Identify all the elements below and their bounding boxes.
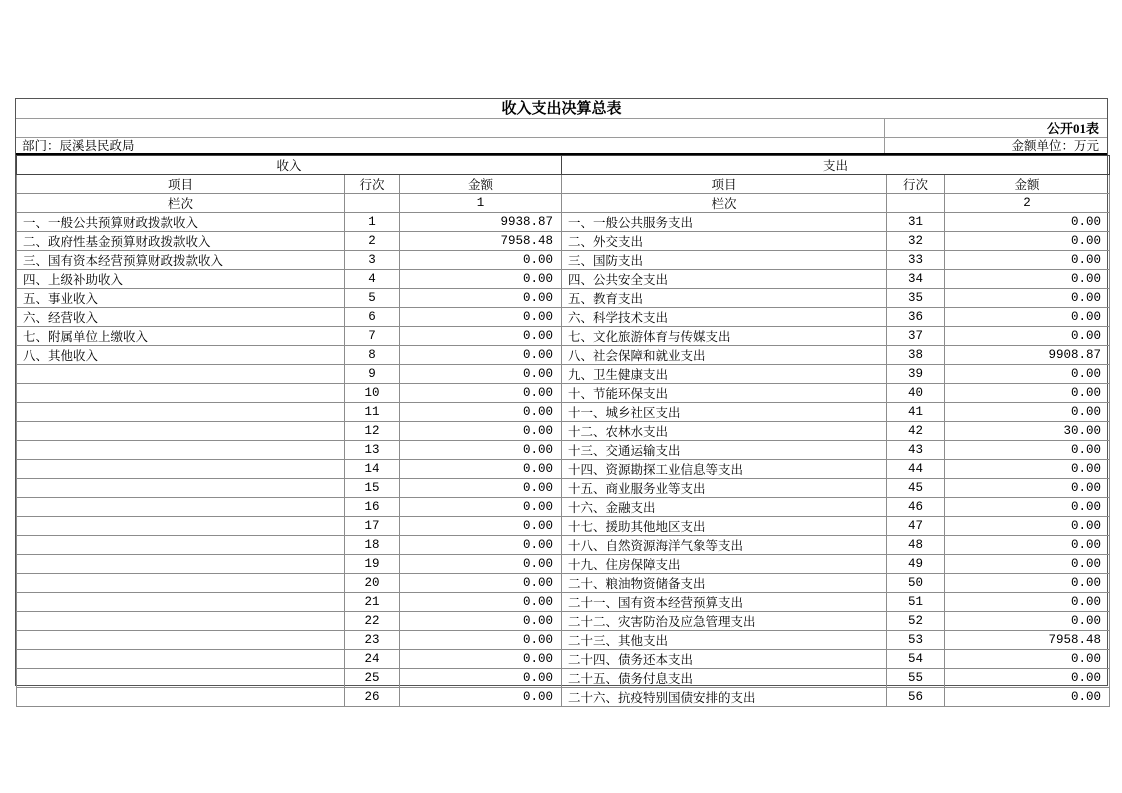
income-amount-cell: 0.00 <box>400 346 562 365</box>
income-item-cell: 一、一般公共预算财政拨款收入 <box>17 213 345 232</box>
form-label-row-spacer <box>16 119 884 137</box>
statement-sheet <box>15 98 1108 705</box>
income-item-cell <box>17 555 345 574</box>
income-amount-cell: 0.00 <box>400 384 562 403</box>
table-row <box>17 232 1110 251</box>
table-row <box>17 365 1110 384</box>
expenditure-line-cell: 51 <box>887 593 945 612</box>
table-row <box>17 688 1110 707</box>
expenditure-amount-cell: 0.00 <box>945 498 1110 517</box>
income-line-cell: 25 <box>345 669 400 688</box>
page-title: 收入支出决算总表 <box>16 99 1107 119</box>
income-amount-cell: 0.00 <box>400 517 562 536</box>
income-amount-cell: 0.00 <box>400 612 562 631</box>
expenditure-item-cell: 五、教育支出 <box>562 289 887 308</box>
expenditure-line-cell: 47 <box>887 517 945 536</box>
expenditure-item-cell: 二、外交支出 <box>562 232 887 251</box>
expenditure-item-cell: 八、社会保障和就业支出 <box>562 346 887 365</box>
table-row <box>17 422 1110 441</box>
income-amount-cell: 0.00 <box>400 650 562 669</box>
income-amount-cell: 0.00 <box>400 631 562 650</box>
income-amount-cell: 0.00 <box>400 365 562 384</box>
income-line-cell: 8 <box>345 346 400 365</box>
expenditure-item-cell: 十一、城乡社区支出 <box>562 403 887 422</box>
expenditure-item-header: 项目 <box>562 175 887 194</box>
income-item-cell <box>17 612 345 631</box>
income-line-cell: 5 <box>345 289 400 308</box>
expenditure-line-cell: 45 <box>887 479 945 498</box>
table-row <box>17 403 1110 422</box>
income-line-cell: 19 <box>345 555 400 574</box>
income-item-cell <box>17 669 345 688</box>
income-line-cell: 24 <box>345 650 400 669</box>
income-amount-cell: 7958.48 <box>400 232 562 251</box>
expenditure-amount-cell: 0.00 <box>945 479 1110 498</box>
income-item-cell: 六、经营收入 <box>17 308 345 327</box>
income-line-cell: 9 <box>345 365 400 384</box>
income-amount-cell: 0.00 <box>400 688 562 707</box>
expenditure-amount-cell: 0.00 <box>945 270 1110 289</box>
table-row <box>17 517 1110 536</box>
expenditure-item-cell: 十二、农林水支出 <box>562 422 887 441</box>
expenditure-section-header: 支出 <box>562 156 1110 175</box>
income-amount-cell: 9938.87 <box>400 213 562 232</box>
expenditure-line-cell: 41 <box>887 403 945 422</box>
expenditure-item-cell: 四、公共安全支出 <box>562 270 887 289</box>
expenditure-amount-cell: 0.00 <box>945 536 1110 555</box>
income-line-cell: 4 <box>345 270 400 289</box>
expenditure-item-cell: 十、节能环保支出 <box>562 384 887 403</box>
expenditure-line-cell: 55 <box>887 669 945 688</box>
income-item-cell <box>17 365 345 384</box>
income-index-line-cell <box>345 194 400 213</box>
income-item-cell <box>17 422 345 441</box>
expenditure-amount-cell: 0.00 <box>945 289 1110 308</box>
table-row <box>17 536 1110 555</box>
expenditure-amount-cell: 0.00 <box>945 441 1110 460</box>
expenditure-item-cell: 十七、援助其他地区支出 <box>562 517 887 536</box>
expenditure-item-cell: 十六、金融支出 <box>562 498 887 517</box>
expenditure-amount-cell: 9908.87 <box>945 346 1110 365</box>
expenditure-line-cell: 49 <box>887 555 945 574</box>
income-amount-cell: 0.00 <box>400 403 562 422</box>
income-amount-cell: 0.00 <box>400 441 562 460</box>
expenditure-line-cell: 53 <box>887 631 945 650</box>
income-item-cell <box>17 574 345 593</box>
expenditure-item-cell: 十五、商业服务业等支出 <box>562 479 887 498</box>
income-item-cell: 二、政府性基金预算财政拨款收入 <box>17 232 345 251</box>
income-section-header: 收入 <box>17 156 562 175</box>
expenditure-index-label: 栏次 <box>562 194 887 213</box>
expenditure-amount-header: 金额 <box>945 175 1110 194</box>
income-item-cell: 三、国有资本经营预算财政拨款收入 <box>17 251 345 270</box>
income-amount-header: 金额 <box>400 175 562 194</box>
income-line-cell: 18 <box>345 536 400 555</box>
expenditure-amount-cell: 0.00 <box>945 612 1110 631</box>
table-row <box>17 251 1110 270</box>
expenditure-line-cell: 31 <box>887 213 945 232</box>
table-row <box>17 289 1110 308</box>
income-item-cell <box>17 498 345 517</box>
income-amount-cell: 0.00 <box>400 270 562 289</box>
income-item-cell <box>17 384 345 403</box>
expenditure-line-cell: 36 <box>887 308 945 327</box>
income-line-cell: 2 <box>345 232 400 251</box>
income-index-label: 栏次 <box>17 194 345 213</box>
income-amount-cell: 0.00 <box>400 460 562 479</box>
table-row <box>17 555 1110 574</box>
expenditure-amount-cell: 7958.48 <box>945 631 1110 650</box>
table-row <box>17 270 1110 289</box>
expenditure-line-cell: 56 <box>887 688 945 707</box>
expenditure-item-cell: 十八、自然资源海洋气象等支出 <box>562 536 887 555</box>
expenditure-item-cell: 十三、交通运输支出 <box>562 441 887 460</box>
expenditure-index-value: 2 <box>945 194 1110 213</box>
expenditure-amount-cell: 0.00 <box>945 593 1110 612</box>
income-line-cell: 10 <box>345 384 400 403</box>
income-amount-cell: 0.00 <box>400 555 562 574</box>
expenditure-line-cell: 34 <box>887 270 945 289</box>
expenditure-item-cell: 十四、资源勘探工业信息等支出 <box>562 460 887 479</box>
column-header-row <box>17 175 1110 194</box>
section-band-row <box>17 156 1110 175</box>
income-line-cell: 6 <box>345 308 400 327</box>
income-amount-cell: 0.00 <box>400 479 562 498</box>
income-item-cell <box>17 441 345 460</box>
form-label-row <box>16 119 1107 138</box>
expenditure-line-cell: 40 <box>887 384 945 403</box>
table-row <box>17 574 1110 593</box>
income-line-cell: 22 <box>345 612 400 631</box>
income-amount-cell: 0.00 <box>400 593 562 612</box>
table-row <box>17 384 1110 403</box>
table-row <box>17 441 1110 460</box>
table-row <box>17 460 1110 479</box>
expenditure-line-cell: 54 <box>887 650 945 669</box>
income-item-cell <box>17 403 345 422</box>
expenditure-item-cell: 二十六、抗疫特别国债安排的支出 <box>562 688 887 707</box>
expenditure-line-header: 行次 <box>887 175 945 194</box>
expenditure-line-cell: 38 <box>887 346 945 365</box>
expenditure-line-cell: 44 <box>887 460 945 479</box>
expenditure-amount-cell: 0.00 <box>945 232 1110 251</box>
income-amount-cell: 0.00 <box>400 289 562 308</box>
income-amount-cell: 0.00 <box>400 327 562 346</box>
income-line-cell: 17 <box>345 517 400 536</box>
expenditure-amount-cell: 0.00 <box>945 327 1110 346</box>
income-line-cell: 20 <box>345 574 400 593</box>
expenditure-line-cell: 43 <box>887 441 945 460</box>
expenditure-amount-cell: 0.00 <box>945 365 1110 384</box>
expenditure-line-cell: 33 <box>887 251 945 270</box>
table-row <box>17 479 1110 498</box>
income-amount-cell: 0.00 <box>400 536 562 555</box>
revenue-expenditure-table <box>16 155 1110 707</box>
income-item-header: 项目 <box>17 175 345 194</box>
expenditure-amount-cell: 0.00 <box>945 384 1110 403</box>
income-line-cell: 7 <box>345 327 400 346</box>
income-line-cell: 13 <box>345 441 400 460</box>
expenditure-line-cell: 50 <box>887 574 945 593</box>
income-amount-cell: 0.00 <box>400 669 562 688</box>
income-line-cell: 14 <box>345 460 400 479</box>
expenditure-item-cell: 二十二、灾害防治及应急管理支出 <box>562 612 887 631</box>
income-amount-cell: 0.00 <box>400 422 562 441</box>
income-amount-cell: 0.00 <box>400 574 562 593</box>
income-item-cell <box>17 479 345 498</box>
expenditure-amount-cell: 0.00 <box>945 308 1110 327</box>
table-row <box>17 327 1110 346</box>
income-line-cell: 1 <box>345 213 400 232</box>
income-item-cell <box>17 650 345 669</box>
expenditure-amount-cell: 0.00 <box>945 517 1110 536</box>
income-item-cell: 五、事业收入 <box>17 289 345 308</box>
expenditure-item-cell: 二十四、债务还本支出 <box>562 650 887 669</box>
income-line-cell: 16 <box>345 498 400 517</box>
income-item-cell <box>17 460 345 479</box>
expenditure-line-cell: 37 <box>887 327 945 346</box>
income-item-cell: 八、其他收入 <box>17 346 345 365</box>
expenditure-line-cell: 39 <box>887 365 945 384</box>
table-row <box>17 669 1110 688</box>
income-item-cell: 七、附属单位上缴收入 <box>17 327 345 346</box>
income-item-cell <box>17 593 345 612</box>
income-line-cell: 11 <box>345 403 400 422</box>
expenditure-line-cell: 32 <box>887 232 945 251</box>
table-row <box>17 612 1110 631</box>
expenditure-item-cell: 三、国防支出 <box>562 251 887 270</box>
table-row <box>17 346 1110 365</box>
expenditure-amount-cell: 30.00 <box>945 422 1110 441</box>
expenditure-amount-cell: 0.00 <box>945 650 1110 669</box>
expenditure-item-cell: 一、一般公共服务支出 <box>562 213 887 232</box>
table-row <box>17 650 1110 669</box>
income-amount-cell: 0.00 <box>400 498 562 517</box>
income-amount-cell: 0.00 <box>400 308 562 327</box>
expenditure-item-cell: 二十、粮油物资储备支出 <box>562 574 887 593</box>
income-line-cell: 12 <box>345 422 400 441</box>
expenditure-amount-cell: 0.00 <box>945 213 1110 232</box>
expenditure-item-cell: 二十五、债务付息支出 <box>562 669 887 688</box>
income-index-value: 1 <box>400 194 562 213</box>
income-line-cell: 15 <box>345 479 400 498</box>
income-amount-cell: 0.00 <box>400 251 562 270</box>
income-item-cell <box>17 517 345 536</box>
table-row <box>17 308 1110 327</box>
table-row <box>17 631 1110 650</box>
income-item-cell <box>17 631 345 650</box>
income-item-cell <box>17 536 345 555</box>
expenditure-amount-cell: 0.00 <box>945 669 1110 688</box>
expenditure-line-cell: 46 <box>887 498 945 517</box>
expenditure-line-cell: 52 <box>887 612 945 631</box>
expenditure-amount-cell: 0.00 <box>945 251 1110 270</box>
expenditure-amount-cell: 0.00 <box>945 403 1110 422</box>
table-row <box>17 213 1110 232</box>
form-number-label: 公开01表 <box>884 119 1107 137</box>
table-row <box>17 593 1110 612</box>
expenditure-amount-cell: 0.00 <box>945 460 1110 479</box>
income-line-cell: 23 <box>345 631 400 650</box>
column-index-row <box>17 194 1110 213</box>
expenditure-item-cell: 六、科学技术支出 <box>562 308 887 327</box>
table-row <box>17 498 1110 517</box>
expenditure-amount-cell: 0.00 <box>945 555 1110 574</box>
income-line-cell: 26 <box>345 688 400 707</box>
expenditure-index-line-cell <box>887 194 945 213</box>
expenditure-item-cell: 九、卫生健康支出 <box>562 365 887 384</box>
expenditure-line-cell: 48 <box>887 536 945 555</box>
expenditure-line-cell: 42 <box>887 422 945 441</box>
unit-label: 金额单位：万元 <box>884 138 1107 153</box>
expenditure-item-cell: 二十三、其他支出 <box>562 631 887 650</box>
income-item-cell <box>17 688 345 707</box>
expenditure-line-cell: 35 <box>887 289 945 308</box>
income-line-cell: 21 <box>345 593 400 612</box>
expenditure-item-cell: 七、文化旅游体育与传媒支出 <box>562 327 887 346</box>
expenditure-item-cell: 二十一、国有资本经营预算支出 <box>562 593 887 612</box>
income-item-cell: 四、上级补助收入 <box>17 270 345 289</box>
department-row <box>16 138 1107 155</box>
income-line-cell: 3 <box>345 251 400 270</box>
income-line-header: 行次 <box>345 175 400 194</box>
expenditure-item-cell: 十九、住房保障支出 <box>562 555 887 574</box>
department-label: 部门：辰溪县民政局 <box>22 139 135 153</box>
expenditure-amount-cell: 0.00 <box>945 688 1110 707</box>
expenditure-amount-cell: 0.00 <box>945 574 1110 593</box>
table-body <box>17 213 1110 707</box>
